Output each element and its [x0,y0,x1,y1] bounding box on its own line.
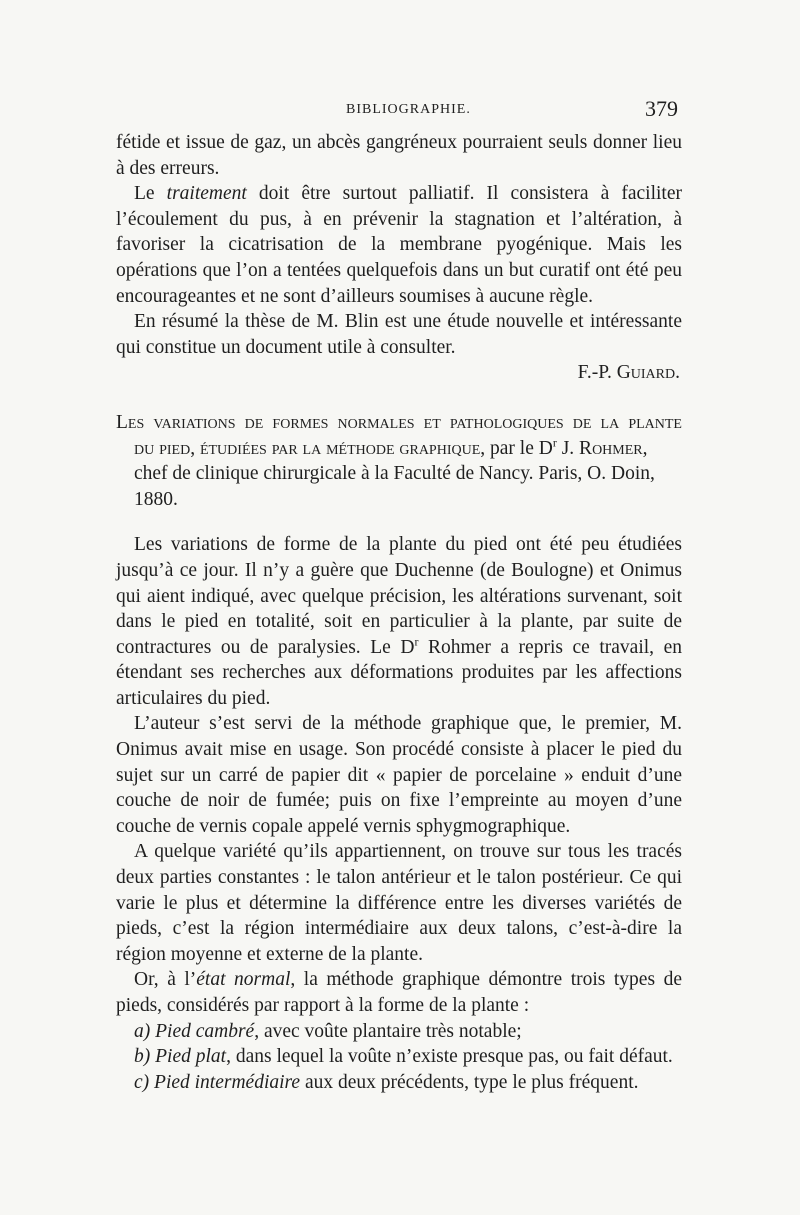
paragraph-intro: Les variations de forme de la plante du pied ont été peu étudiées jusqu’à ce jour. Il n’y a guère que Duchenne (de Boulogne) et Onimus qui aient indiqué, avec quelque précision, les altérations survenant, soit dans le pied en totalité, soit en particulier à la plante, par suite de contractures ou de paralysies. Le $D^r$ Rohmer a repris ce travail, en étendant ses recherches aux déformations produites par les affections articulaires du pied. [116,534,683,709]
list-item-a: a) Pied cambré, avec voûte plantaire très notable; [134,1020,522,1042]
author-signature: F.-P. Guiard. [577,362,680,384]
entry-title-line2: du pied, étudiées par la méthode graphique, par le $D^r$ J. Rohmer, [134,435,648,459]
entry-details: chef de clinique chirurgicale à la Faculté de Nancy. Paris, O. Doin, 1880. [134,463,655,510]
emphasis-traitement: traitement [166,183,247,205]
paragraph-continuation: fétide et issue de gaz, un abcès gangréneux pourraient seuls donner lieu à des erreurs. [116,132,682,179]
page-number: 379 [645,96,678,121]
paragraph-traces: A quelque variété qu’ils appartiennent, on trouve sur tous les tracés deux parties constantes : le talon antérieur et le talon postérieur. Ce qui varie le plus et détermine la différence entre les diverses variétés de pieds, c’est la région intermédiaire aux deux talons, c’est-à-dire la région moyenne et externe de la plante. [116,841,682,965]
bibliographic-entry [116,410,682,512]
section-gap [116,512,682,532]
paragraph-method: L’auteur s’est servi de la méthode graphique que, le premier, M. Onimus avait mise en usage. Son procédé consiste à placer le pied du sujet sur un carré de papier dit « papier de porcelaine » enduit d’une couche de noir de fumée; puis on fixe l’empreinte au moyen d’une couche de vernis copale appelé vernis sphygmographique. [116,713,682,837]
section-gap [116,386,682,410]
emphasis-etat-normal: état normal [196,969,291,991]
entry-author: J. Rohmer, [556,437,648,459]
paragraph-types: Or, à l’état normal, la méthode graphique démontre trois types de pieds, considérés par rapport à la forme de la plante : [116,969,682,1016]
paragraph-summary: En résumé la thèse de M. Blin est une étude nouvelle et intéressante qui constitue un document utile à consulter. [116,311,682,358]
paragraph-treatment: Le traitement doit être surtout palliatif. Il consistera à faciliter l’écoulement du pus, à en prévenir la stagnation et l’altération, à favoriser la cicatrisation de la membrane pyogénique. Mais les opérations que l’on a tentées quelquefois dans un but curatif ont été peu encourageantes et ne sont d’ailleurs soumises à aucune règle. [116,183,682,307]
running-title: BIBLIOGRAPHIE. [346,102,471,117]
page-body [116,130,682,1095]
list-item-b: b) Pied plat, dans lequel la voûte n’existe presque pas, ou fait défaut. [134,1046,673,1068]
entry-title-line1: Les variations de formes normales et pathologiques de la plante [116,411,682,433]
list-item-c: c) Pied intermédiaire aux deux précédents, type le plus fréquent. [134,1071,639,1093]
page-header [116,96,680,124]
